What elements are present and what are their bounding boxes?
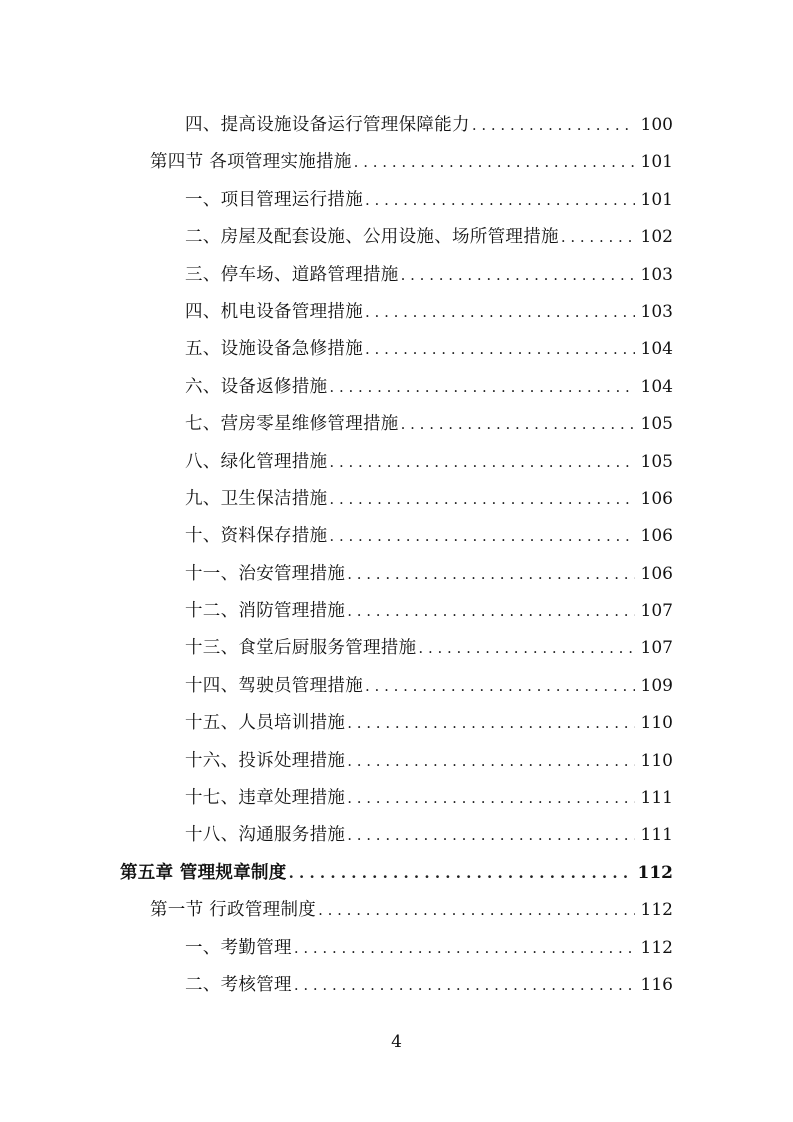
toc-entry-page: 106 <box>640 488 673 509</box>
toc-entry[interactable] <box>0 739 793 776</box>
toc-dot-leader <box>365 677 635 695</box>
toc-dot-leader <box>401 415 635 433</box>
toc-entry-title: 十、资料保存措施 <box>185 526 328 547</box>
toc-entry[interactable] <box>0 402 793 439</box>
toc-dot-leader <box>365 191 635 209</box>
toc-dot-leader <box>347 565 634 583</box>
toc-dot-leader <box>354 153 635 171</box>
toc-entry-title: 十八、沟通服务措施 <box>185 825 346 846</box>
toc-entry-page: 105 <box>640 414 673 435</box>
toc-entry-page: 116 <box>640 974 673 995</box>
toc-entry-page: 110 <box>640 750 673 771</box>
toc-entry[interactable] <box>0 253 793 290</box>
toc-entry[interactable] <box>0 776 793 813</box>
toc-entry[interactable] <box>0 327 793 364</box>
toc-dot-leader <box>329 527 634 545</box>
toc-entry-page: 101 <box>640 152 673 173</box>
toc-entry-title: 九、卫生保洁措施 <box>185 488 328 509</box>
toc-entry-page: 112 <box>637 862 673 883</box>
toc-entry[interactable] <box>0 926 793 963</box>
toc-entry-page: 107 <box>640 601 673 622</box>
toc-entry-page: 106 <box>640 563 673 584</box>
toc-entry-page: 100 <box>640 115 673 135</box>
toc-dot-leader <box>289 864 632 882</box>
toc-entry-title: 十四、驾驶员管理措施 <box>185 675 363 696</box>
toc-entry-page: 105 <box>640 451 673 472</box>
toc-entry[interactable] <box>0 626 793 663</box>
toc-entry-page: 111 <box>640 788 673 809</box>
toc-dot-leader <box>329 490 634 508</box>
toc-entry[interactable] <box>0 440 793 477</box>
toc-entry-title: 二、房屋及配套设施、公用设施、场所管理措施 <box>185 227 559 248</box>
toc-entry-page: 101 <box>640 189 673 210</box>
toc-entry-page: 109 <box>640 675 673 696</box>
toc-entry-title: 二、考核管理 <box>185 974 292 995</box>
toc-entry-page: 102 <box>640 227 673 248</box>
toc-dot-leader <box>365 303 635 321</box>
toc-entry-page: 112 <box>640 937 673 958</box>
toc-entry[interactable] <box>0 103 793 140</box>
toc-entry-page: 110 <box>640 713 673 734</box>
toc-chapter-entry[interactable] <box>0 851 793 888</box>
toc-entry[interactable] <box>0 290 793 327</box>
toc-entry-title: 第一节 行政管理制度 <box>150 900 317 921</box>
toc-entry-page: 107 <box>640 638 673 659</box>
toc-entry-title: 十一、治安管理措施 <box>185 563 346 584</box>
toc-entry-title: 一、项目管理运行措施 <box>185 189 363 210</box>
toc-entry-title: 十二、消防管理措施 <box>185 601 346 622</box>
toc-entry-title: 八、绿化管理措施 <box>185 451 328 472</box>
toc-dot-leader <box>365 340 635 358</box>
toc-entry-page: 106 <box>640 526 673 547</box>
toc-entry-title: 一、考勤管理 <box>185 937 292 958</box>
toc-entry-title: 三、停车场、道路管理措施 <box>185 264 399 285</box>
toc-entry[interactable] <box>0 365 793 402</box>
toc-section-entry[interactable] <box>0 888 793 925</box>
toc-entry-title: 五、设施设备急修措施 <box>185 339 363 360</box>
toc-entry[interactable] <box>0 178 793 215</box>
toc-dot-leader <box>418 639 634 657</box>
toc-entry-title: 第四节 各项管理实施措施 <box>150 152 352 173</box>
toc-dot-leader <box>401 266 635 284</box>
toc-entry[interactable] <box>0 140 793 177</box>
toc-dot-leader <box>561 228 635 246</box>
toc-dot-leader <box>347 714 634 732</box>
toc-entry[interactable] <box>0 552 793 589</box>
toc-entry-title: 十三、食堂后厨服务管理措施 <box>185 638 417 659</box>
toc-entry-title: 第五章 管理规章制度 <box>120 862 287 883</box>
toc-entry-title: 十五、人员培训措施 <box>185 713 346 734</box>
toc-entry[interactable] <box>0 813 793 850</box>
toc-dot-leader <box>347 826 634 844</box>
toc-entry-title: 四、机电设备管理措施 <box>185 301 363 322</box>
toc-entry-page: 112 <box>640 900 673 921</box>
toc-entry-page: 104 <box>640 376 673 397</box>
toc-entry-title: 四、提高设施设备运行管理保障能力 <box>185 115 470 135</box>
toc-dot-leader <box>329 378 634 396</box>
toc-dot-leader <box>294 976 635 994</box>
toc-entry-page: 103 <box>640 301 673 322</box>
toc-entry-title: 十六、投诉处理措施 <box>185 750 346 771</box>
toc-entry[interactable] <box>0 963 793 1000</box>
toc-entry-page: 104 <box>640 339 673 360</box>
toc-entry-page: 111 <box>640 825 673 846</box>
page-number: 4 <box>391 1032 402 1052</box>
toc-dot-leader <box>347 602 634 620</box>
toc-dot-leader <box>294 939 635 957</box>
toc-entry-title: 十七、违章处理措施 <box>185 788 346 809</box>
toc-entry-title: 六、设备返修措施 <box>185 376 328 397</box>
toc-entry[interactable] <box>0 477 793 514</box>
table-of-contents <box>0 103 793 1000</box>
toc-dot-leader <box>472 116 635 134</box>
toc-entry[interactable] <box>0 215 793 252</box>
toc-entry-title: 七、营房零星维修管理措施 <box>185 414 399 435</box>
toc-entry[interactable] <box>0 701 793 738</box>
toc-entry[interactable] <box>0 514 793 551</box>
toc-entry[interactable] <box>0 589 793 626</box>
toc-entry-page: 103 <box>640 264 673 285</box>
toc-dot-leader <box>347 789 634 807</box>
toc-dot-leader <box>347 752 634 770</box>
toc-dot-leader <box>318 901 634 919</box>
toc-entry[interactable] <box>0 664 793 701</box>
toc-dot-leader <box>329 453 634 471</box>
